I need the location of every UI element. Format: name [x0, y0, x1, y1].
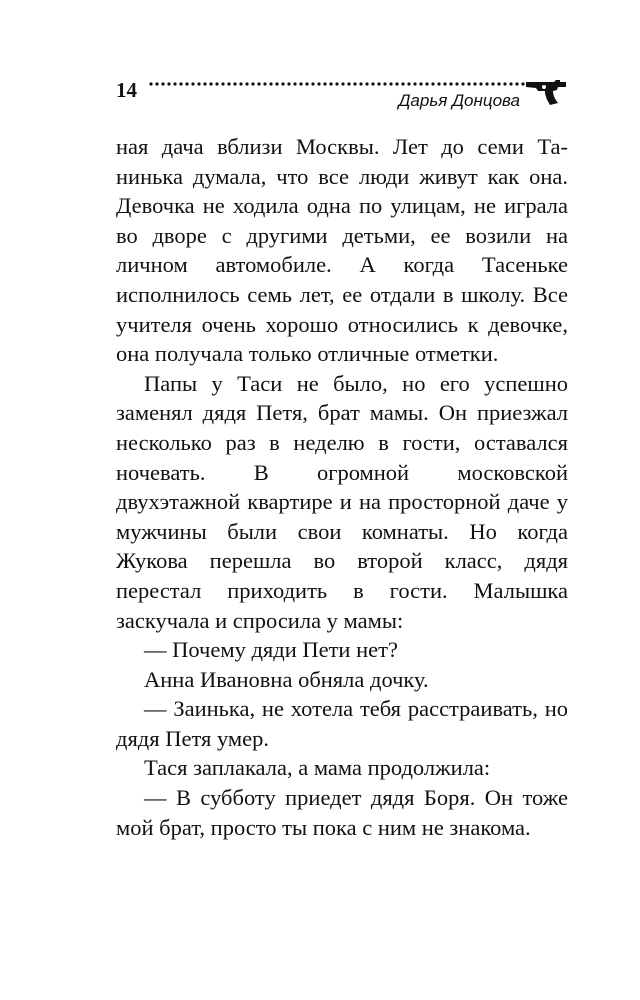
- author-name: Дарья Донцова: [398, 91, 520, 110]
- paragraph: Папы у Таси не было, но его успешно заменял дядя Петя, брат мамы. Он приезжал несколько раз в неделю в гости, оставался ночевать. В огромной московской двухэтажной квартире и на просторной даче у мужчины были свои комнаты. Но когда Жукова перешла во второй класс, дядя перестал приходить в гости. Малышка заскучала и спросила у мамы:: [116, 370, 568, 633]
- paragraph: Тася заплакала, а мама продолжила:: [144, 755, 491, 781]
- book-page-text: [116, 132, 568, 842]
- dotted-leader: [148, 80, 532, 88]
- running-header: [116, 76, 568, 116]
- paragraph: — Почему дяди Пети нет?: [144, 637, 398, 663]
- revolver-icon: [524, 78, 568, 106]
- paragraph: — В субботу приедет дядя Боря. Он тоже мой брат, просто ты пока с ним не знакома.: [116, 785, 568, 840]
- paragraph: — Заинька, не хотела тебя расстраивать, но дядя Петя умер.: [116, 696, 568, 751]
- paragraph: ная дача вблизи Москвы. Лет до семи Танинька думала, что все люди живут как она. Девочка не ходила одна по улицам, не играла во дворе с другими детьми, ее возили на личном автомобиле. А когда Тасеньке исполнилось семь лет, ее отдали в школу. Все учителя очень хорошо относились к девочке, она получала только отличные отметки.: [116, 134, 568, 367]
- page-number: 14: [116, 78, 137, 102]
- paragraph: Анна Ивановна обняла дочку.: [144, 666, 429, 692]
